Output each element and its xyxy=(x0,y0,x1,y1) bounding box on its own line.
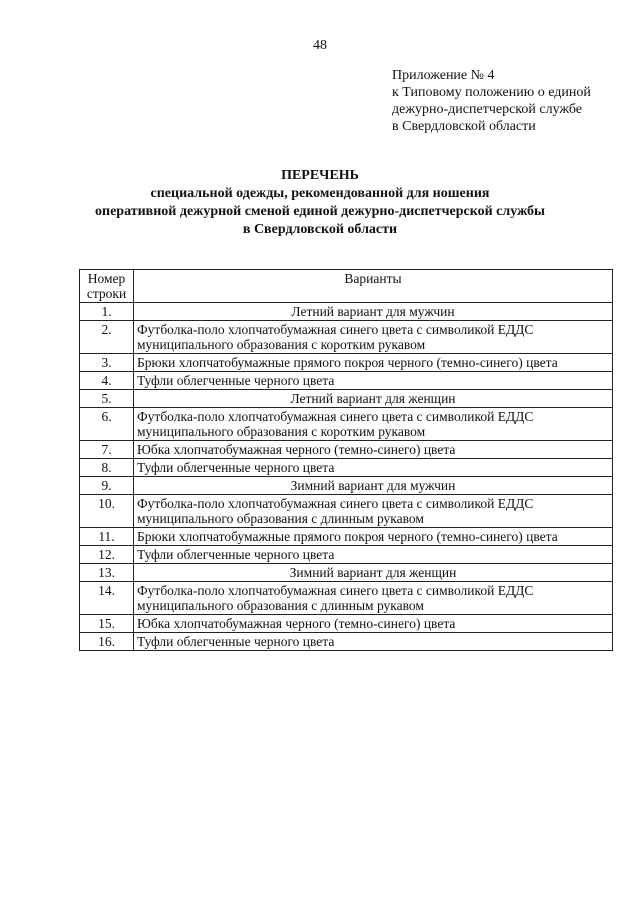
appendix-line: Приложение № 4 xyxy=(392,68,495,83)
row-number: 15. xyxy=(80,615,134,633)
title-line: ПЕРЕЧЕНЬ xyxy=(281,168,359,183)
row-number: 16. xyxy=(80,633,134,651)
item-description: Футболка-поло хлопчатобумажная синего цвета с символикой ЕДДС муниципального образования с длинным рукавом xyxy=(134,582,613,615)
title-line: оперативной дежурной сменой единой дежурно-диспетчерской службы xyxy=(95,204,545,219)
table-row xyxy=(80,408,613,441)
section-title: Летний вариант для женщин xyxy=(134,390,613,408)
section-title: Летний вариант для мужчин xyxy=(134,303,613,321)
item-description: Туфли облегченные черного цвета xyxy=(134,372,613,390)
table-row xyxy=(80,495,613,528)
item-description: Туфли облегченные черного цвета xyxy=(134,546,613,564)
section-row xyxy=(80,303,613,321)
table-row xyxy=(80,582,613,615)
row-number: 3. xyxy=(80,354,134,372)
header-num-line1: Номер xyxy=(87,271,126,286)
title-line: специальной одежды, рекомендованной для ношения xyxy=(150,186,490,201)
table-row xyxy=(80,372,613,390)
item-description: Брюки хлопчатобумажные прямого покроя черного (темно-синего) цвета xyxy=(134,354,613,372)
item-description: Футболка-поло хлопчатобумажная синего цвета с символикой ЕДДС муниципального образования с длинным рукавом xyxy=(134,495,613,528)
section-row xyxy=(80,477,613,495)
row-number: 10. xyxy=(80,495,134,528)
table-body xyxy=(80,303,613,651)
item-description: Туфли облегченные черного цвета xyxy=(134,633,613,651)
item-description: Туфли облегченные черного цвета xyxy=(134,459,613,477)
appendix-line: в Свердловской области xyxy=(392,119,536,134)
item-description: Юбка хлопчатобумажная черного (темно-синего) цвета xyxy=(134,615,613,633)
document-title xyxy=(0,167,640,239)
appendix-line: дежурно-диспетчерской службе xyxy=(392,102,583,117)
row-number: 6. xyxy=(80,408,134,441)
section-row xyxy=(80,564,613,582)
row-number: 2. xyxy=(80,321,134,354)
item-description: Юбка хлопчатобумажная черного (темно-синего) цвета xyxy=(134,441,613,459)
table-row xyxy=(80,354,613,372)
item-description: Брюки хлопчатобумажные прямого покроя черного (темно-синего) цвета xyxy=(134,528,613,546)
row-number: 11. xyxy=(80,528,134,546)
table-row xyxy=(80,441,613,459)
section-row xyxy=(80,390,613,408)
page-number: 48 xyxy=(313,38,327,53)
title-line: в Свердловской области xyxy=(242,222,398,237)
row-number: 8. xyxy=(80,459,134,477)
table-row xyxy=(80,459,613,477)
row-number: 13. xyxy=(80,564,134,582)
appendix-note xyxy=(392,67,591,135)
row-number: 12. xyxy=(80,546,134,564)
table-row xyxy=(80,528,613,546)
row-number: 7. xyxy=(80,441,134,459)
header-num-line2: строки xyxy=(86,286,127,301)
table-header-row xyxy=(80,270,613,303)
row-number: 4. xyxy=(80,372,134,390)
row-number: 5. xyxy=(80,390,134,408)
section-title: Зимний вариант для женщин xyxy=(134,564,613,582)
item-description: Футболка-поло хлопчатобумажная синего цвета с символикой ЕДДС муниципального образования с коротким рукавом xyxy=(134,321,613,354)
table-row xyxy=(80,615,613,633)
table-row xyxy=(80,546,613,564)
clothing-list-table xyxy=(79,269,613,651)
row-number: 1. xyxy=(80,303,134,321)
row-number: 14. xyxy=(80,582,134,615)
header-variants: Варианты xyxy=(134,270,613,303)
table-row xyxy=(80,633,613,651)
table-row xyxy=(80,321,613,354)
section-title: Зимний вариант для мужчин xyxy=(134,477,613,495)
appendix-line: к Типовому положению о единой xyxy=(392,85,591,100)
row-number: 9. xyxy=(80,477,134,495)
item-description: Футболка-поло хлопчатобумажная синего цвета с символикой ЕДДС муниципального образования с коротким рукавом xyxy=(134,408,613,441)
header-row-number xyxy=(80,270,134,303)
